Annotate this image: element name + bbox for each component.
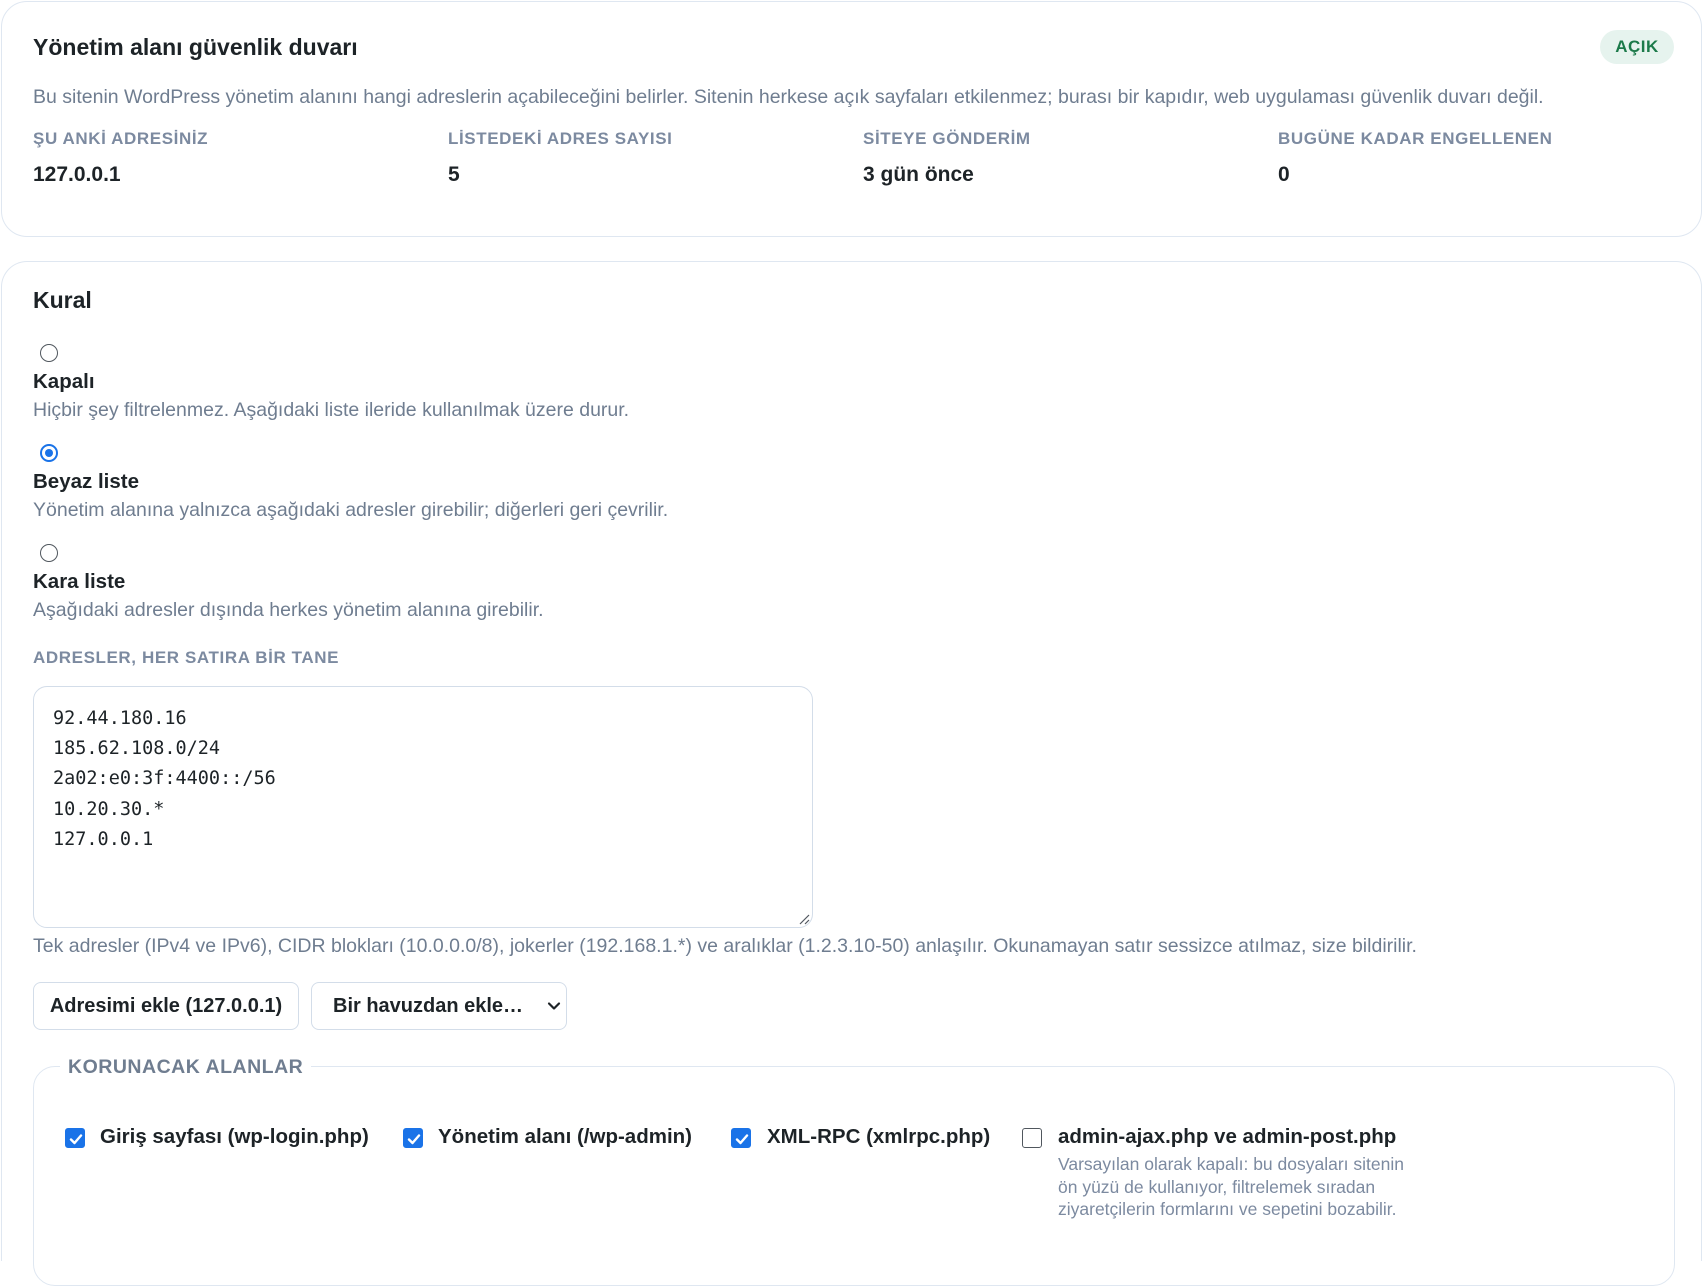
stat-label: BUGÜNE KADAR ENGELLENEN: [1278, 129, 1553, 148]
stat-last-sync: [863, 129, 1031, 187]
checkbox-xmlrpc[interactable]: [731, 1128, 751, 1148]
radio-whitelist-label[interactable]: Beyaz liste: [33, 470, 139, 493]
chevron-down-icon: [546, 998, 562, 1014]
addresses-label: ADRESLER, HER SATIRA BİR TANE: [33, 648, 340, 667]
radio-off-description: Hiçbir şey filtrelenmez. Aşağıdaki liste ileride kullanılmak üzere durur.: [33, 399, 630, 421]
page-title: Yönetim alanı güvenlik duvarı: [33, 34, 358, 60]
check-icon: [68, 1131, 84, 1147]
firewall-description: Bu sitenin WordPress yönetim alanını hangi adreslerin açabileceğini belirler. Sitenin herkese açık sayfaları etkilenmez; burası bir kapıdır, web uygulaması güvenlik duvarı değil.: [33, 86, 1544, 108]
address-line: 127.0.0.1: [53, 828, 154, 850]
radio-blacklist-description: Aşağıdaki adresler dışında herkes yönetim alanına girebilir.: [33, 599, 544, 621]
status-badge: AÇIK: [1600, 30, 1674, 64]
address-line: 2a02:e0:3f:4400::/56: [53, 768, 276, 790]
addresses-textarea[interactable]: [33, 686, 813, 928]
stat-value: 0: [1278, 163, 1290, 186]
address-line: 185.62.108.0/24: [53, 738, 221, 760]
admin-ajax-note: Varsayılan olarak kapalı: bu dosyaları sitenin ön yüzü de kullanıyor, filtrelemek sıradan ziyaretçilerin formlarını ve sepetini bozabilir.: [1058, 1154, 1404, 1219]
stat-label: LİSTEDEKİ ADRES SAYISI: [448, 129, 673, 148]
checkbox-login-label[interactable]: Giriş sayfası (wp-login.php): [100, 1125, 369, 1148]
address-line: 10.20.30.*: [53, 798, 165, 820]
address-line: 92.44.180.16: [53, 708, 187, 729]
radio-blacklist-label[interactable]: Kara liste: [33, 570, 126, 593]
radio-off[interactable]: [40, 344, 58, 362]
firewall-status-card: [1, 1, 1702, 237]
radio-blacklist[interactable]: [40, 544, 58, 562]
stat-label: ŞU ANKİ ADRESİNİZ: [33, 129, 209, 148]
checkbox-login[interactable]: [65, 1128, 85, 1148]
radio-whitelist-description: Yönetim alanına yalnızca aşağıdaki adresler girebilir; diğerleri geri çevrilir.: [33, 499, 669, 521]
checkbox-admin-label[interactable]: Yönetim alanı (/wp-admin): [438, 1125, 692, 1148]
protected-areas-fieldset: [33, 1066, 1675, 1286]
radio-whitelist[interactable]: [40, 444, 58, 462]
stat-value: 3 gün önce: [863, 163, 974, 186]
rule-card: [1, 261, 1702, 1261]
checkbox-admin-ajax[interactable]: [1022, 1128, 1042, 1148]
resize-handle-icon[interactable]: [798, 913, 810, 925]
checkbox-admin-ajax-label[interactable]: admin-ajax.php ve admin-post.php: [1058, 1125, 1397, 1148]
stat-address-count: [448, 129, 673, 187]
add-my-address-button[interactable]: Adresimi ekle (127.0.0.1): [33, 982, 299, 1030]
stat-value: 127.0.0.1: [33, 163, 121, 186]
protected-areas-legend: KORUNACAK ALANLAR: [60, 1056, 311, 1079]
rule-heading: Kural: [33, 287, 92, 313]
check-icon: [734, 1131, 750, 1147]
checkbox-admin[interactable]: [403, 1128, 423, 1148]
pool-select-value: Bir havuzdan ekle…: [333, 995, 524, 1017]
stat-current-address: [33, 129, 208, 187]
stat-blocked-total: [1278, 129, 1552, 187]
stat-label: SİTEYE GÖNDERİM: [863, 129, 1031, 148]
radio-off-label[interactable]: Kapalı: [33, 370, 95, 393]
addresses-hint: Tek adresler (IPv4 ve IPv6), CIDR blokları (10.0.0.0/8), jokerler (192.168.1.*) ve aralıklar (1.2.3.10-50) anlaşılır. Okunamayan satır sessizce atılmaz, size bildirilir.: [33, 935, 1417, 957]
check-icon: [406, 1131, 422, 1147]
stat-value: 5: [448, 163, 460, 186]
pool-select[interactable]: [311, 982, 567, 1030]
checkbox-xmlrpc-label[interactable]: XML-RPC (xmlrpc.php): [767, 1125, 991, 1148]
